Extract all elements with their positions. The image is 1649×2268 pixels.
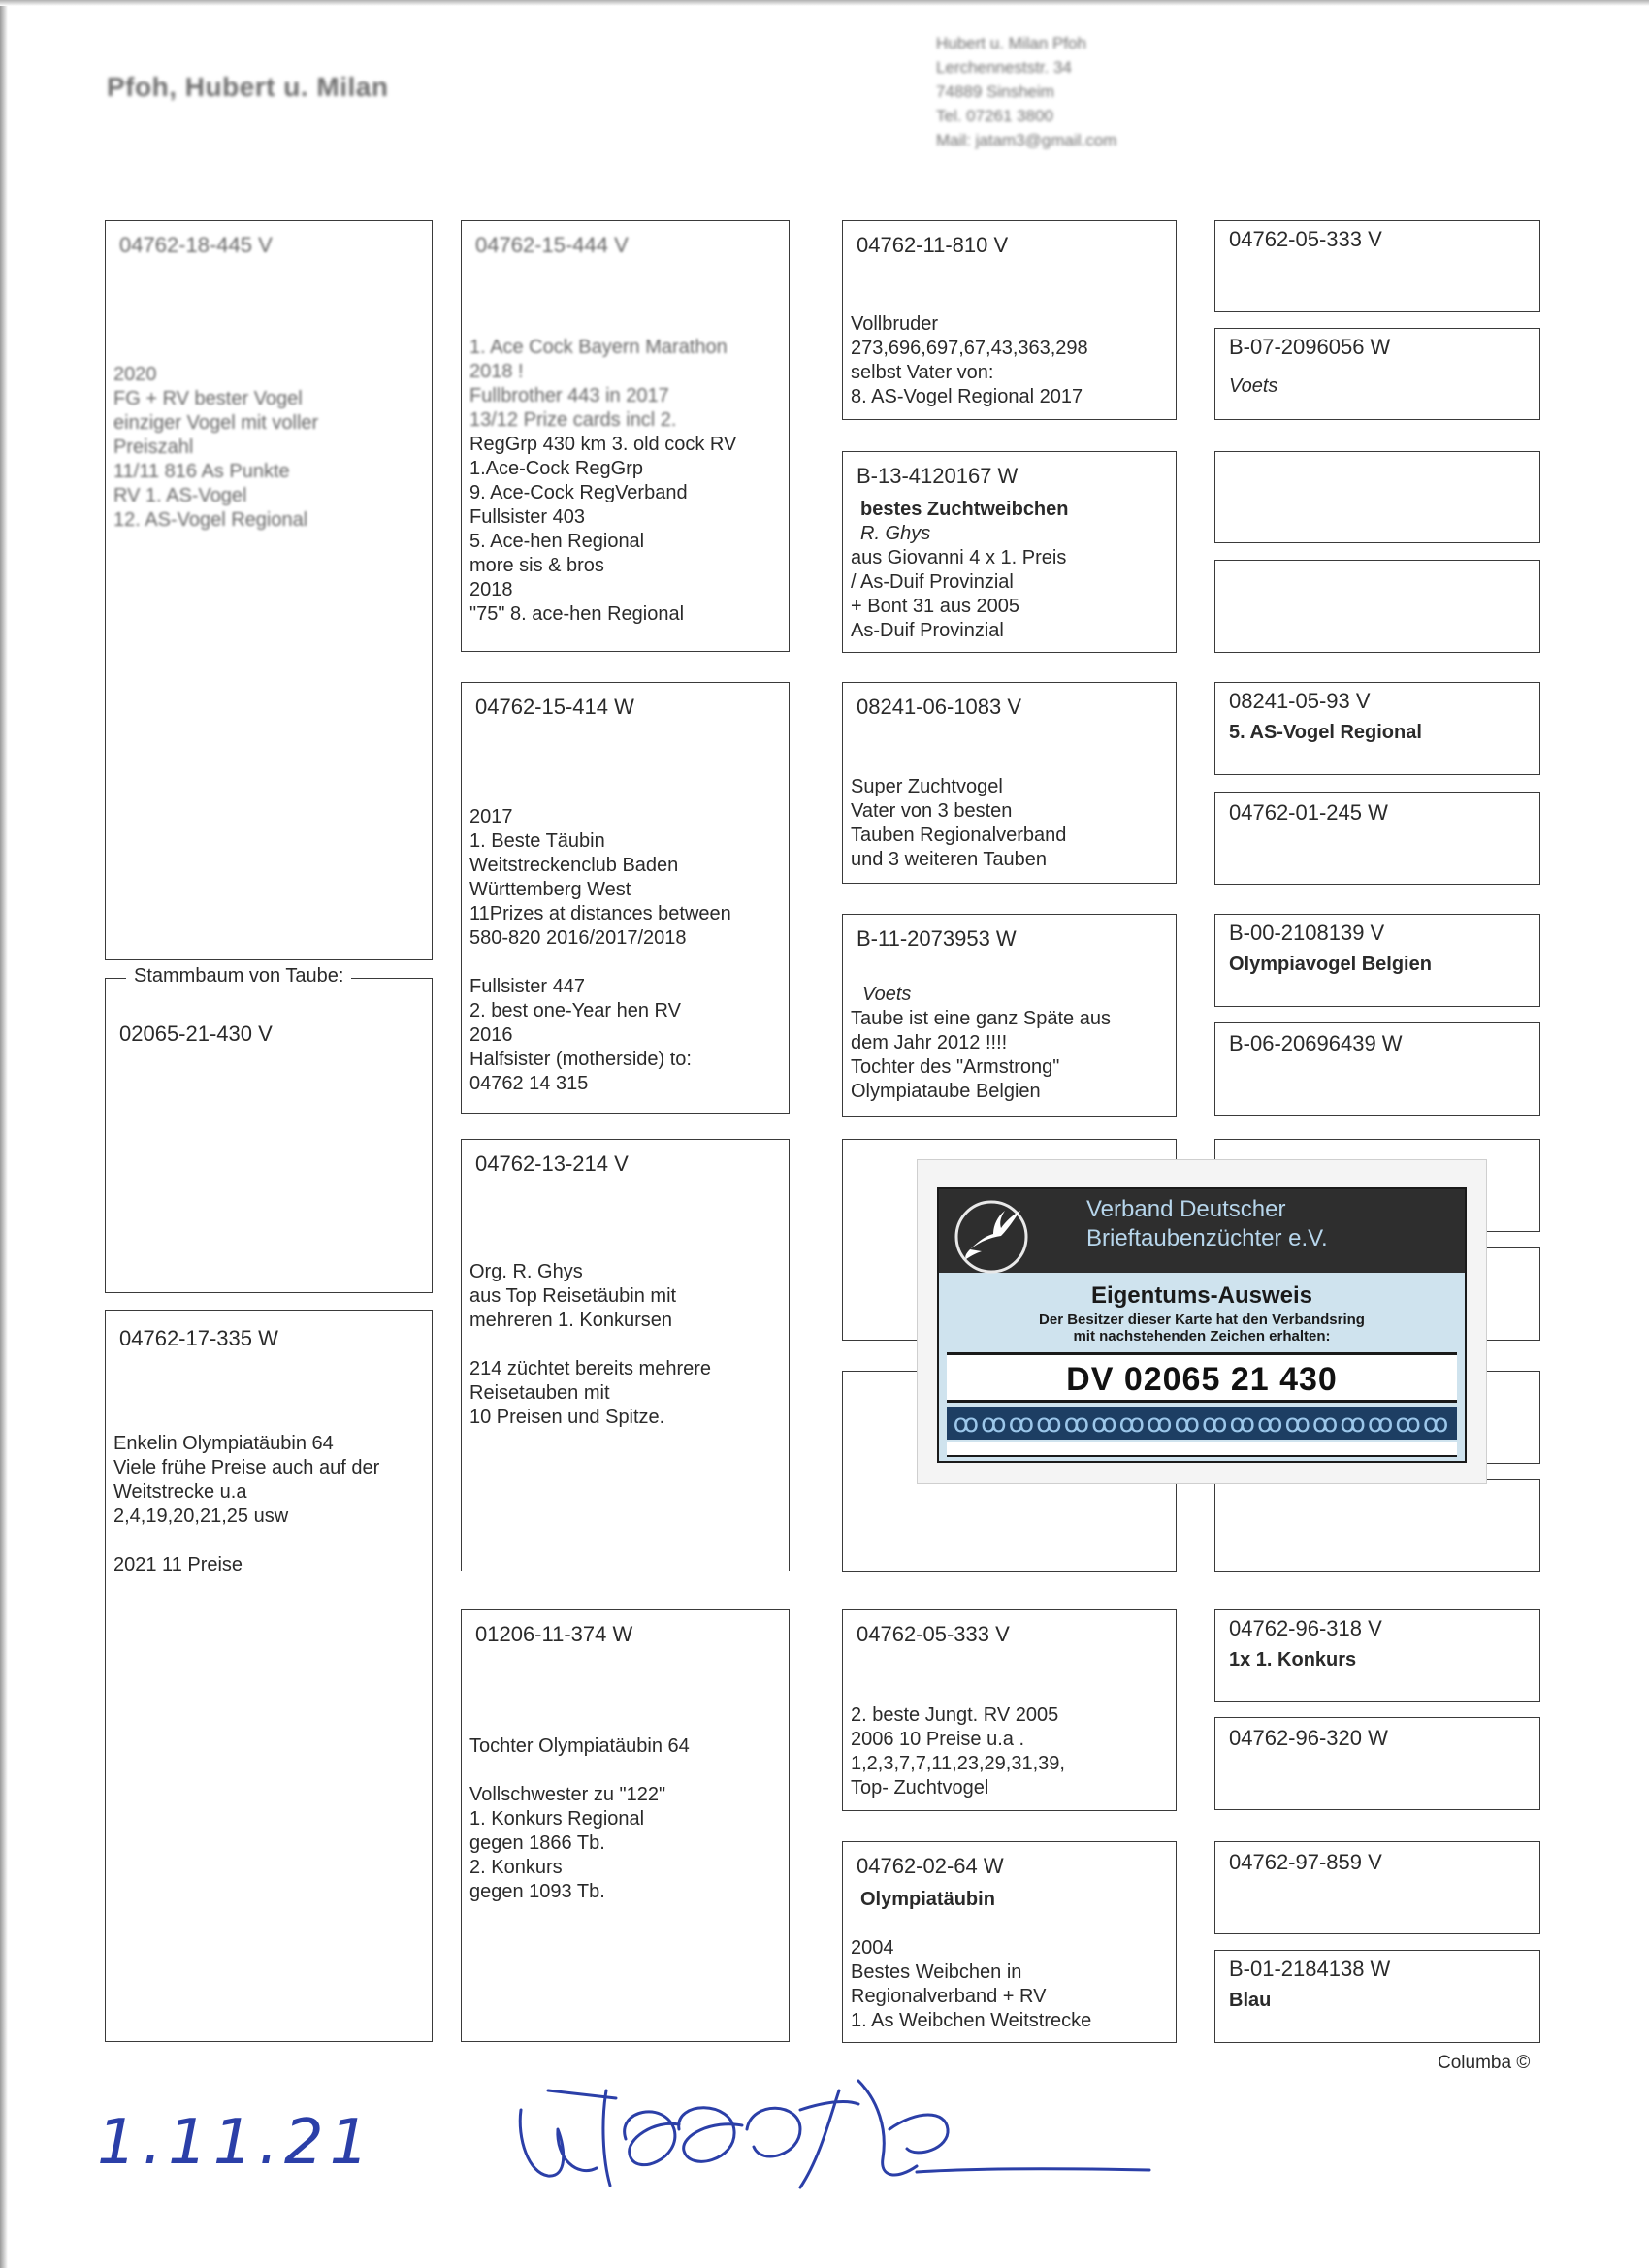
desc-line: 2021 11 Preise (113, 1554, 243, 1575)
desc-line: Vollschwester zu "122" (469, 1784, 666, 1805)
desc-line: / As-Duif Provinzial (851, 571, 1014, 593)
desc-line: 9. Ace-Cock RegVerband (469, 482, 688, 503)
desc-line: Weitstreckenclub Baden (469, 855, 679, 876)
desc-line: mehreren 1. Konkursen (469, 1310, 673, 1331)
gen4-card-empty (1214, 451, 1540, 543)
software-brand: Columba © (1438, 2053, 1531, 2073)
address-line: 74889 Sinsheim (936, 82, 1054, 101)
ggparent-ring: 04762-02-64 W (857, 1854, 1004, 1878)
grandparent-card-2 (461, 682, 790, 1114)
gen4-card (1214, 792, 1540, 885)
desc-line: FG + RV bester Vogel (113, 388, 303, 409)
signature-icon (509, 2071, 1159, 2197)
desc-line: gegen 1093 Tb. (469, 1881, 605, 1902)
desc-line: 8. AS-Vogel Regional 2017 (851, 386, 1083, 407)
desc-line: 273,696,697,67,43,363,298 (851, 338, 1088, 359)
gen4-note: 1x 1. Konkurs (1229, 1649, 1357, 1670)
grandparent-ring: 01206-11-374 W (475, 1622, 633, 1646)
sticker-title: Eigentums-Ausweis (1090, 1282, 1313, 1309)
gen4-card (1214, 914, 1540, 1007)
main-bird-ring: 02065-21-430 V (119, 1021, 273, 1046)
ggparent-card-3 (842, 682, 1177, 884)
gen4-card-empty (1214, 1479, 1540, 1572)
desc-line: Fullsister 447 (469, 976, 585, 997)
grandparent-card-4 (461, 1609, 790, 2042)
desc-line: Württemberg West (469, 879, 631, 900)
ggparent-description (851, 1703, 1172, 1800)
desc-line: 5. Ace-hen Regional (469, 531, 645, 552)
sticker-card (937, 1187, 1467, 1463)
gen4-ring: 04762-96-318 V (1229, 1616, 1382, 1640)
gen4-ring: B-01-2184138 W (1229, 1957, 1391, 1981)
desc-line: 2018 ! (469, 361, 524, 382)
gen4-note: Voets (1229, 375, 1278, 397)
ggparent-ring: B-11-2073953 W (857, 926, 1017, 951)
desc-line: 2. beste Jungt. RV 2005 (851, 1704, 1059, 1726)
desc-line: + Bont 31 aus 2005 (851, 596, 1020, 617)
ggparent-ring: 04762-11-810 V (857, 233, 1009, 257)
gen4-card (1214, 220, 1540, 312)
desc-spacer (851, 1912, 1172, 1936)
desc-line: Enkelin Olympiatäubin 64 (113, 1433, 334, 1454)
desc-line: Weitstrecke u.a (113, 1481, 247, 1503)
desc-line: einziger Vogel mit voller (113, 412, 319, 434)
ggparent-card-2 (842, 451, 1177, 653)
desc-line: 12. AS-Vogel Regional (113, 509, 308, 531)
ggparent-card-1 (842, 220, 1177, 420)
gen4-card-empty (1214, 560, 1540, 653)
gen4-card (1214, 1841, 1540, 1934)
address-line: Hubert u. Milan Pfoh (936, 34, 1086, 52)
gen4-card (1214, 328, 1540, 420)
desc-line: Tochter des "Armstrong" (851, 1056, 1060, 1078)
ggparent-description (851, 312, 1172, 409)
ggparent-ring: 08241-06-1083 V (857, 695, 1022, 719)
handwritten-date: 1.11.21 (97, 2107, 375, 2179)
scan-edge-left (0, 0, 8, 2268)
desc-line: Olympiataube Belgien (851, 1081, 1041, 1102)
gen4-ring: B-07-2096056 W (1229, 335, 1391, 359)
gen4-note: Olympiavogel Belgien (1229, 954, 1432, 975)
desc-line: aus Giovanni 4 x 1. Preis (851, 547, 1067, 568)
desc-line: 2006 10 Preise u.a . (851, 1729, 1025, 1750)
desc-line: 1.Ace-Cock RegGrp (469, 458, 643, 479)
desc-line: aus Top Reisetäubin mit (469, 1285, 677, 1307)
sticker-text-line: Der Besitzer dieser Karte hat den Verbandsring (1039, 1312, 1365, 1328)
desc-highlight: bestes Zuchtweibchen (860, 499, 1069, 520)
desc-line (469, 1759, 785, 1783)
desc-line: 04762 14 315 (469, 1073, 589, 1094)
desc-line: more sis & bros (469, 555, 604, 576)
sticker-header (939, 1189, 1465, 1273)
address-line: Lerchenneststr. 34 (936, 58, 1072, 77)
desc-line: 10 Preisen und Spitze. (469, 1407, 665, 1428)
desc-line (469, 951, 785, 975)
desc-line: "75" 8. ace-hen Regional (469, 603, 685, 625)
main-bird-card (105, 978, 433, 1293)
desc-line: 2018 (469, 579, 513, 600)
dove-logo-icon (945, 1193, 1038, 1280)
grandparent-ring: 04762-13-214 V (475, 1151, 629, 1176)
father-description (113, 363, 428, 533)
desc-line: Regionalverband + RV (851, 1986, 1047, 2007)
desc-line: 2. best one-Year hen RV (469, 1000, 681, 1021)
gen4-ring: 04762-01-245 W (1229, 800, 1388, 825)
desc-line: RV 1. AS-Vogel (113, 485, 247, 506)
father-card (105, 220, 433, 960)
desc-line: 13/12 Prize cards incl 2. (469, 409, 677, 431)
ggparent-description (851, 983, 1172, 1104)
gen4-card (1214, 1717, 1540, 1810)
desc-line: Tochter Olympiatäubin 64 (469, 1735, 690, 1757)
desc-line: RegGrp 430 km 3. old cock RV (469, 434, 737, 455)
desc-line: 2. Konkurs (469, 1857, 563, 1878)
desc-line: selbst Vater von: (851, 362, 994, 383)
gen4-card (1214, 682, 1540, 775)
sticker-text-line: mit nachstehenden Zeichen erhalten: (1073, 1328, 1331, 1345)
gen4-card (1214, 1950, 1540, 2043)
desc-line: 1,2,3,7,7,11,23,29,31,39, (851, 1753, 1065, 1774)
desc-line: Halfsister (motherside) to: (469, 1049, 692, 1070)
desc-breeder: Voets (862, 984, 912, 1005)
gen4-ring: 04762-97-859 V (1229, 1850, 1382, 1874)
mother-card (105, 1310, 433, 2042)
grandparent-description (469, 805, 785, 1096)
desc-highlight: Olympiatäubin (860, 1889, 995, 1910)
desc-line: und 3 weiteren Tauben (851, 849, 1048, 870)
desc-line: 2004 (851, 1937, 894, 1959)
grandparent-description (469, 1734, 785, 1904)
ggparent-card-4 (842, 914, 1177, 1117)
gen4-card (1214, 1609, 1540, 1702)
desc-line: 1. As Weibchen Weitstrecke (851, 2010, 1092, 2031)
gen4-ring: 08241-05-93 V (1229, 689, 1371, 713)
mother-ring: 04762-17-335 W (119, 1326, 278, 1350)
desc-line: Tauben Regionalverband (851, 825, 1067, 846)
grandparent-description (469, 1260, 785, 1430)
grandparent-ring: 04762-15-414 W (475, 695, 634, 719)
sticker-org (1086, 1195, 1328, 1253)
desc-line: Vollbruder (851, 313, 939, 335)
ggparent-card-5 (842, 1609, 1177, 1811)
grandparent-card-1 (461, 220, 790, 652)
desc-line: 214 züchtet bereits mehrere (469, 1358, 712, 1379)
desc-line: 580-820 2016/2017/2018 (469, 927, 687, 949)
gen4-ring: 04762-05-333 V (1229, 227, 1382, 251)
gen4-ring: B-00-2108139 V (1229, 921, 1385, 945)
sticker-pattern: ꝏꝏꝏꝏꝏꝏꝏꝏꝏꝏꝏꝏꝏꝏꝏꝏꝏꝏ (947, 1407, 1457, 1440)
desc-line: 11/11 816 As Punkte (113, 461, 290, 482)
desc-line: Org. R. Ghys (469, 1261, 583, 1282)
breeder-address (936, 31, 1116, 152)
desc-line: As-Duif Provinzial (851, 620, 1004, 641)
desc-line: 2017 (469, 806, 513, 827)
ggparent-description (851, 1888, 1172, 2033)
address-line: Mail: jatam3@gmail.com (936, 131, 1117, 149)
gen4-card (1214, 1022, 1540, 1116)
desc-line: dem Jahr 2012 !!!! (851, 1032, 1008, 1053)
desc-line: 1. Konkurs Regional (469, 1808, 645, 1830)
ggparent-description (851, 775, 1172, 872)
desc-line: Viele frühe Preise auch auf der (113, 1457, 380, 1478)
desc-line (469, 1333, 785, 1357)
desc-line: Fullbrother 443 in 2017 (469, 385, 669, 406)
desc-line: 2016 (469, 1024, 513, 1046)
gen4-ring: 04762-96-320 W (1229, 1726, 1388, 1750)
father-ring: 04762-18-445 V (119, 233, 273, 257)
sticker-bottom-strip (947, 1442, 1457, 1457)
breeder-name-title: Pfoh, Hubert u. Milan (107, 72, 389, 102)
desc-line: Preiszahl (113, 437, 194, 458)
desc-line: Reisetauben mit (469, 1382, 610, 1404)
grandparent-description (469, 336, 785, 627)
pedigree-label: Stammbaum von Taube: (126, 965, 351, 988)
ggparent-card-6 (842, 1841, 1177, 2043)
ggparent-ring: B-13-4120167 W (857, 464, 1018, 488)
desc-breeder: R. Ghys (860, 523, 931, 544)
address-line: Tel. 07261 3800 (936, 107, 1053, 125)
ownership-sticker (917, 1159, 1487, 1484)
desc-line: Taube ist eine ganz Späte aus (851, 1008, 1111, 1029)
desc-line: Bestes Weibchen in (851, 1961, 1022, 1983)
desc-line: Super Zuchtvogel (851, 776, 1003, 797)
ggparent-ring: 04762-05-333 V (857, 1622, 1010, 1646)
desc-line: Top- Zuchtvogel (851, 1777, 989, 1798)
gen4-ring: B-06-20696439 W (1229, 1031, 1403, 1055)
desc-line (113, 1529, 428, 1553)
desc-line: 2020 (113, 364, 157, 385)
mother-description (113, 1432, 428, 1577)
sticker-text (939, 1312, 1465, 1345)
sticker-ring-bar (947, 1352, 1457, 1403)
sticker-org-line: Brieftaubenzüchter e.V. (1086, 1225, 1328, 1251)
ggparent-description (851, 498, 1172, 643)
desc-line: Fullsister 403 (469, 506, 585, 528)
desc-line: 1. Ace Cock Bayern Marathon (469, 337, 728, 358)
grandparent-card-3 (461, 1139, 790, 1571)
desc-line: 2,4,19,20,21,25 usw (113, 1506, 289, 1527)
desc-line: Vater von 3 besten (851, 800, 1013, 822)
grandparent-ring: 04762-15-444 V (475, 233, 629, 257)
sticker-org-line: Verband Deutscher (1086, 1196, 1286, 1222)
gen4-note: Blau (1229, 1990, 1272, 2011)
gen4-note: 5. AS-Vogel Regional (1229, 722, 1422, 743)
sticker-ring-number: DV 02065 21 430 (1066, 1361, 1338, 1398)
desc-line: 11Prizes at distances between (469, 903, 731, 924)
scan-edge-top (0, 0, 1649, 6)
desc-line: 1. Beste Täubin (469, 830, 605, 852)
desc-line: gegen 1866 Tb. (469, 1832, 605, 1854)
